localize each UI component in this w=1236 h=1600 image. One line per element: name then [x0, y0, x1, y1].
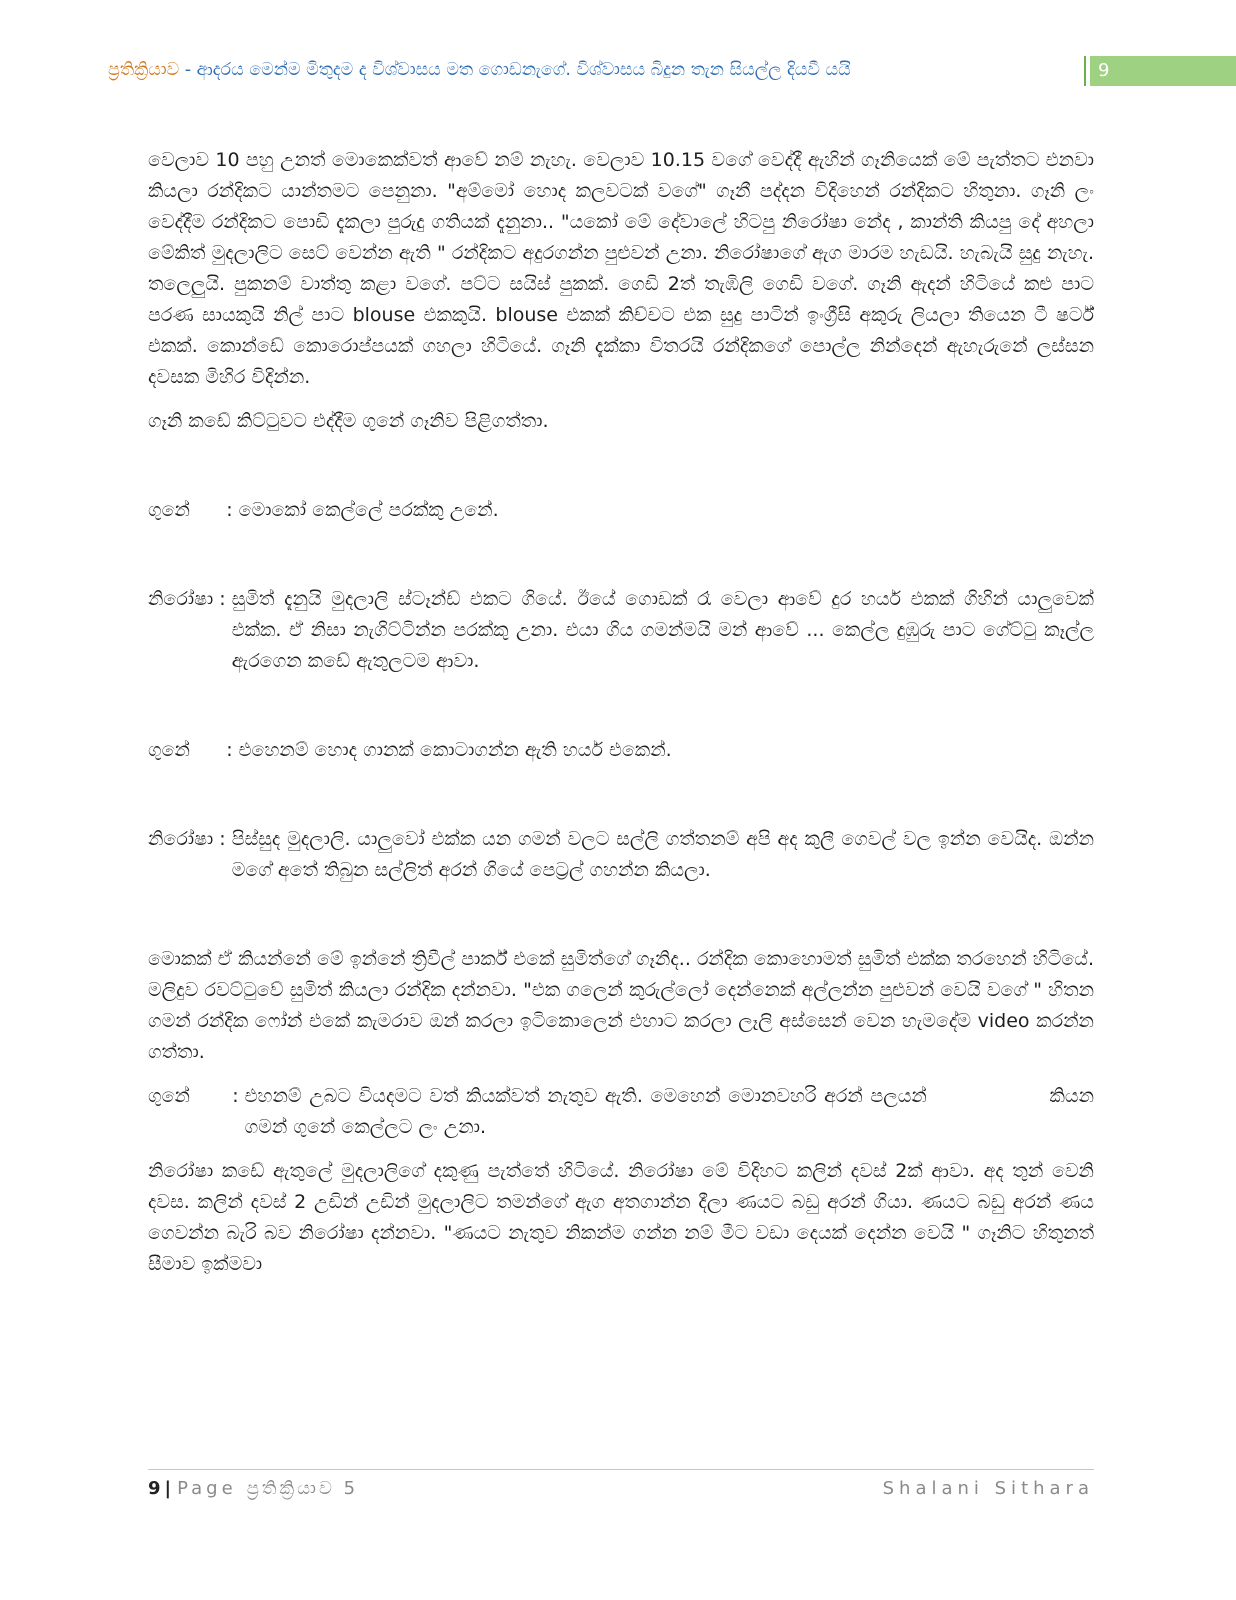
speaker-name: ගුනේ [148, 499, 190, 521]
page-footer [148, 1478, 1094, 1508]
dialogue-text: මොකෝ කෙල්ලේ පරක්කු උනේ. [238, 499, 499, 521]
speaker-name: ගුනේ [148, 1085, 190, 1107]
dialogue-line [148, 1081, 1101, 1143]
page-body [148, 145, 1101, 1280]
dialogue-text: එහනම් උබට වියදමට වත් කියක්වත් නැතුව ඇති. මෙහෙන් මොනවහරි අරන් පලයන් කියන ගමන් ගුනේ කෙල්ලට ලං උනා. [244, 1085, 1101, 1138]
dialogue-line [148, 495, 1094, 526]
footer-author: Shalani Sithara [882, 1478, 1094, 1499]
paragraph: ගෑනි කඩේ කිට්ටුවට එද්දීම ගුනේ ගෑනිව පිළිගත්තා. [148, 410, 549, 432]
header-title [108, 60, 851, 80]
speaker-separator: : [189, 1085, 245, 1107]
story-subtitle: - ආදරය මෙන්ම මිතුදම ද විශ්වාසය මත ගොඩනැගේ. විශ්වාසය බිදුන තැන සියල්ල දියවී යයි [179, 60, 851, 80]
story-title: ප්‍රතික්‍රියාව [108, 60, 180, 80]
header-page-number: 9 [1098, 60, 1110, 81]
dialogue-line [148, 735, 1094, 766]
speaker-name: නිරෝෂා [148, 588, 214, 610]
speaker-name: නිරෝෂා [148, 828, 214, 850]
running-header [0, 56, 1236, 86]
dialogue-line [148, 584, 1094, 677]
dialogue-text: පිස්සුද මුදලාලි. යාලුවෝ එක්ක යන ගමන් වලට සල්ලි ගත්තනම් අපි අද කුලී ගෙවල් වල ඉන්න වෙයිද. ඔන්න මගේ අතේ තිබුන සල්ලිත් අරන් ගියේ පෙට්‍රල් ගහන්න කියලා. [231, 828, 1094, 881]
speaker-name: ගුනේ [148, 739, 190, 761]
dialogue-text: එහෙනම් හොද ගානක් කොටාගන්න ඇති හයර් එකෙන්. [238, 739, 672, 761]
speaker-separator: : [189, 739, 239, 761]
footer-book-title: ප්‍රතික්‍රියාව 5 [246, 1478, 359, 1499]
dialogue-line [148, 824, 1094, 886]
footer-page-label: Page [177, 1478, 237, 1499]
paragraph: වෙලාව 10 පහු උනත් මොකෙක්වත් ආවේ නම් නැහැ. වෙලාව 10.15 වගේ වෙද්දී ඇහින් ගෑනියෙක් මේ පැත්තට එනවා කියලා රන්දිකට යාන්තමට පෙනුනා. "අම්මෝ හොද කලවටක් වගේ" ගෑනී පද්දන විදිහෙන් රන්දිකට හිතුනා. ගෑනි ලං වෙද්දීම රන්දිකට පොඩි දැකලා පුරුදු ගතියක් දැනුනා.. "යකෝ මේ දේවාලේ හිටපු නිරෝෂා නේද , කාන්ති කියපු දේ අහලා මේකිත් මුදලාලිට සෙට් වෙන්න ඇති " රන්දිකට අදුරගන්න පුළුවන් උනා. නිරෝෂාගේ ඇග මාරම හැඩයි. හැබැයි සුදු නැහැ. තලෙලුයි. පුකනම් වාත්තු කළා වගේ. පට්ට සයිස් පුකක්. ගෙඩි 2ත් තැඹිලි ගෙඩි වගේ. ගෑනි ඇදන් හිටියේ කළු පාට පරණ සායකුයි නිල් පාට blouse එකකුයි. blouse එකක් කිච්චට එක සුදු පාටින් ඉංග්‍රීසි අකුරු ලියලා තියෙන ටී ෂර්ට් එකක්. කොන්ඩේ කොරොප්පයක් ගහලා හිටියේ. ගෑනි දැක්කා විතරයි රන්දිකගේ පොල්ල නින්දෙන් ඇහැරුනේ ලස්සන දවසක මිහිර විදින්න. [148, 149, 1094, 388]
footer-page-number: 9 [148, 1478, 161, 1499]
dialogue-text: සුමිත් දැනුයි මුදලාලි ස්ටෑන්ඩ් එකට ගියේ. ඊයේ ගොඩක් රෑ වෙලා ආවේ දුර හයර් එකක් ගිහින් යාලුවෙක් එක්ක. ඒ නිසා නැගිට්ටින්න පරක්කු උනා. එයා ගිය ගමන්මයි මන් ආවේ ... කෙල්ල දුඹුරු පාට ගේට්ටු කෑල්ල ඇරගෙන කඩේ ඇතුලටම ආවා. [231, 588, 1094, 672]
footer-divider [148, 1469, 1094, 1470]
page-number-box [1090, 56, 1236, 86]
footer-separator: | [164, 1478, 172, 1499]
speaker-separator: : [213, 828, 232, 850]
paragraph: මොකක් ඒ කියන්නේ මේ ඉන්නේ ත්‍රිවීල් පාර්ක් එකේ සුමිත්ගේ ගෑනිද.. රන්දික කොහොමත් සුමිත් එක්ක තරහෙන් හිටියේ. මලිදුව රවට්ටුවේ සුමිත් කියලා රන්දික දන්නවා. "එක ගලෙන් කුරුල්ලෝ දෙන්නෙක් අල්ලන්න පුළුවන් වෙයි වගේ " හිතන ගමන් රන්දික ෆෝන් එකේ කැමරාව ඔන් කරලා ඉටිකොලෙන් එහාට කරලා ලෑලි අස්සෙන් වෙන හැමදේම video කරන්න ගත්තා. [148, 948, 1094, 1063]
speaker-separator: : [189, 499, 239, 521]
header-divider [1084, 56, 1086, 86]
speaker-separator: : [213, 588, 232, 610]
paragraph: නිරෝෂා කඩේ ඇතුලේ මුදලාලිගේ දකුණු පැත්තේ හිටියේ. නිරෝෂා මේ විදිහට කලින් දවස් 2ක් ආවා. අද තුන් වෙනි දවස. කලින් දවස් 2 උඩින් උඩින් මුදලාලිට තමන්ගේ ඇග අතගාන්න දීලා ණයට බඩු අරන් ගියා. ණයට බඩු අරන් ණය ගෙවන්න බැරි බව නිරෝෂා දන්නවා. "ණයට නැතුව නිකන්ම ගන්න නම් මීට වඩා දෙයක් දෙන්න වෙයි " ගෑනිට හිතුනත් සීමාව ඉක්මවා [148, 1160, 1094, 1275]
